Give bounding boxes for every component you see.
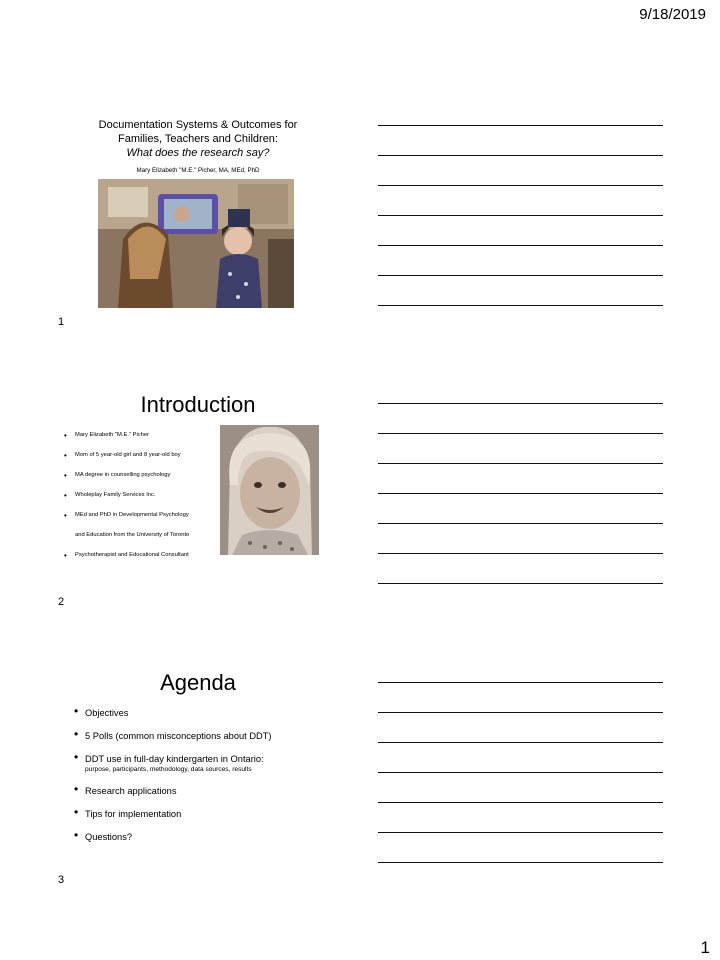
notes-line	[378, 463, 663, 464]
notes-line	[378, 245, 663, 246]
notes-line	[378, 682, 663, 683]
notes-line	[378, 802, 663, 803]
notes-line	[378, 742, 663, 743]
slide-2-number: 2	[58, 596, 65, 608]
slide-1	[58, 110, 338, 320]
notes-line	[378, 832, 663, 833]
page-number: 1	[700, 938, 710, 957]
notes-line	[378, 553, 663, 554]
list-item: • Wholeplay Family Services Inc.	[64, 491, 156, 500]
slide-2	[58, 392, 338, 602]
list-item: • Mom of 5 year-old girl and 8 year-old boy	[64, 451, 181, 460]
page-date: 9/18/2019	[639, 6, 706, 23]
list-item: • MA degree in counselling psychology	[64, 471, 171, 480]
notes-line	[378, 493, 663, 494]
list-item: • Objectives	[74, 704, 129, 718]
notes-line	[378, 305, 663, 306]
list-item: • 5 Polls (common misconceptions about DDT)	[74, 727, 272, 741]
slide-3-number: 3	[58, 874, 65, 886]
slide-3-bullets	[74, 704, 334, 855]
list-item: • DDT use in full-day kindergarten in Ontario: purpose, participants, methodology, data sources, results	[74, 750, 264, 773]
classroom-tablet-photo	[98, 179, 294, 308]
notes-line	[378, 185, 663, 186]
notes-line	[378, 523, 663, 524]
notes-line	[378, 712, 663, 713]
list-item: • Mary Elizabeth "M.E." Picher	[64, 431, 150, 440]
slide-1-number: 1	[58, 316, 65, 328]
slide-3	[58, 670, 338, 880]
notes-line	[378, 215, 663, 216]
child-portrait-photo	[220, 425, 319, 555]
slide-2-title: Introduction	[140, 392, 256, 417]
notes-line	[378, 433, 663, 434]
notes-line	[378, 772, 663, 773]
notes-line	[378, 275, 663, 276]
list-item: • Questions?	[74, 828, 133, 842]
slide-2-bullets	[64, 432, 234, 572]
slide-1-title: Documentation Systems & Outcomes for Families, Teachers and Children: What does the research say?	[98, 119, 298, 159]
list-item: • Research applications	[74, 782, 177, 796]
slide-1-author: Mary Elizabeth "M.E." Picher, MA, MEd, PhD	[136, 167, 260, 174]
notes-line	[378, 125, 663, 126]
slide-3-title: Agenda	[160, 670, 236, 695]
notes-line	[378, 862, 663, 863]
list-item: and Education from the University of Toronto	[75, 532, 190, 538]
list-item: • MEd and PhD in Developmental Psychology	[64, 511, 189, 520]
list-item: • Tips for implementation	[74, 805, 182, 819]
notes-line	[378, 583, 663, 584]
list-item: • Psychotherapist and Educational Consultant	[64, 551, 189, 560]
notes-line	[378, 155, 663, 156]
notes-line	[378, 403, 663, 404]
